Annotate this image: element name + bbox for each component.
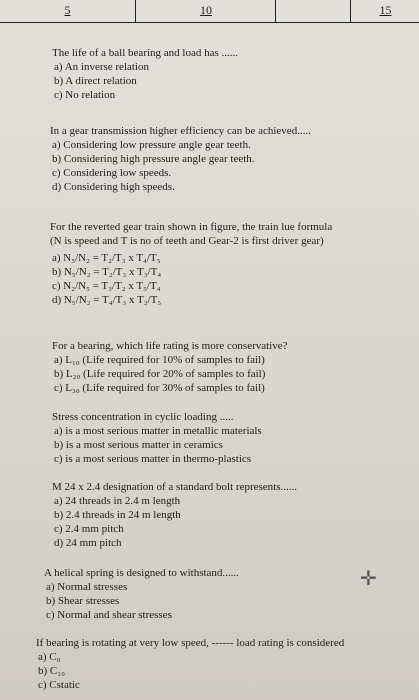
option-c: c) N₂/N₅ = T₃/T₂ x T₅/T₄: [52, 280, 161, 292]
question-stem: For the reverted gear train shown in figure, the train lue formula: [50, 221, 333, 233]
option-b: b) N₅/N₂ = T₂/T₃ x T₃/T₄: [52, 266, 162, 278]
question-stem: If bearing is rotating at very low speed, ------ load rating is considered: [36, 637, 345, 649]
option-a: a) An inverse relation: [54, 61, 149, 73]
question-5: [52, 410, 262, 466]
option-c: c) L₃₀ (Life required for 30% of samples to fail): [54, 382, 265, 394]
plus-cursor-icon: ✛: [360, 568, 377, 590]
option-a: a) C₀: [38, 651, 61, 663]
option-b: b) 2.4 threads in 24 m length: [54, 509, 181, 521]
option-c: c) Considering low speeds.: [52, 167, 172, 179]
option-a: a) Normal stresses: [46, 581, 128, 593]
option-b: b) Shear stresses: [46, 595, 120, 607]
header-number-5: 5: [64, 3, 71, 17]
question-stem: The life of a ball bearing and load has ......: [52, 47, 239, 59]
option-a: a) N₅/N₂ = T₂/T₃ x T₄/T₅: [52, 252, 161, 264]
header-cell-4: [350, 0, 419, 22]
option-d: d) 24 mm pitch: [54, 537, 122, 549]
question-stem: For a bearing, which life rating is more conservative?: [52, 340, 288, 352]
option-b: b) L₂₀ (Life required for 20% of samples to fail): [54, 368, 266, 380]
question-7: [44, 566, 239, 622]
option-b: b) Considering high pressure angle gear teeth.: [52, 153, 255, 165]
option-b: b) is a most serious matter in ceramics: [54, 439, 223, 451]
option-b: b) C₁₀: [38, 665, 65, 677]
question-1: [52, 46, 238, 102]
question-stem: Stress concentration in cyclic loading .....: [52, 411, 234, 423]
question-8: [36, 636, 344, 692]
option-b: b) A direct relation: [54, 75, 137, 87]
option-d: d) N₅/N₂ = T₄/T₃ x T₂/T₅: [52, 294, 162, 306]
option-c: c) is a most serious matter in thermo-plastics: [54, 453, 252, 465]
header-cell-1: [0, 0, 135, 22]
header-cell-2: [135, 0, 276, 22]
option-d: d) Considering high speeds.: [52, 181, 175, 193]
option-a: a) Considering low pressure angle gear teeth.: [52, 139, 251, 151]
question-stem: M 24 x 2.4 designation of a standard bolt represents......: [52, 481, 298, 493]
option-a: a) 24 threads in 2.4 m length: [54, 495, 181, 507]
question-2: [50, 124, 311, 194]
header-number-15: 15: [379, 3, 392, 17]
question-6: [52, 480, 297, 550]
header-table: [0, 0, 419, 23]
option-c: c) Normal and shear stresses: [46, 609, 172, 621]
question-3: [50, 220, 332, 307]
option-c: c) No relation: [54, 89, 116, 101]
question-stem: A helical spring is designed to withstand......: [44, 567, 239, 579]
option-a: a) is a most serious matter in metallic materials: [54, 425, 262, 437]
option-c: c) 2.4 mm pitch: [54, 523, 124, 535]
option-a: a) L₁₀ (Life required for 10% of samples to fail): [54, 354, 265, 366]
header-number-10: 10: [200, 3, 212, 17]
header-cell-3: [275, 0, 351, 22]
question-stem: In a gear transmission higher efficiency can be achieved.....: [50, 125, 311, 137]
question-4: [52, 339, 288, 395]
question-stem-line-2: (N is speed and T is no of teeth and Gear-2 is first driver gear): [50, 235, 324, 247]
option-c: c) Cstatic: [38, 679, 80, 691]
